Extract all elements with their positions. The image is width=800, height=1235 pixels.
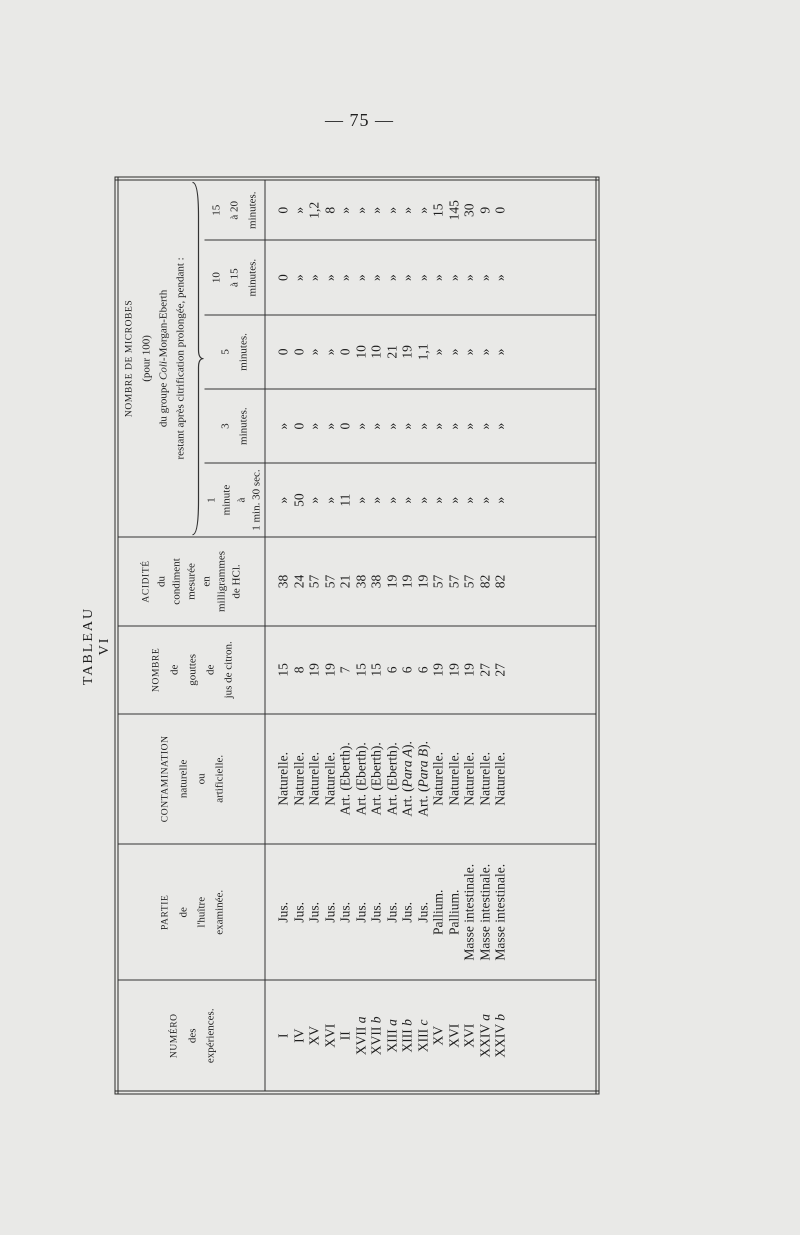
header-t1: 1 minute à 1 min. 30 sec.: [205, 463, 266, 537]
cell-contamination: Art. (Para A).: [399, 741, 415, 817]
cell-t1: »: [461, 496, 477, 504]
cell-numero: IV: [291, 1028, 306, 1043]
cell-contamination: Naturelle.: [461, 752, 477, 806]
cell-t4: »: [415, 274, 430, 282]
cell-t4: »: [461, 274, 477, 282]
cell-acidite: 57: [461, 574, 477, 589]
column-numero: [265, 980, 598, 1092]
cell-t2: »: [399, 422, 415, 430]
cell-gouttes: 6: [399, 666, 415, 674]
header-t3: 5 minutes.: [205, 315, 266, 389]
cell-t1: »: [368, 496, 384, 504]
cell-partie: Jus.: [291, 901, 306, 923]
cell-gouttes: 19: [446, 663, 461, 677]
header-t2: 3 minutes.: [205, 389, 266, 463]
header-microbes: NOMBRE DE MICROBES (pour 100) du groupe Coli-Morgan-Eberth restant après citrification prolongée, pendant :: [117, 179, 191, 537]
cell-partie: Jus.: [353, 901, 368, 923]
header-t5: 15 à 20 minutes.: [205, 179, 266, 241]
cell-t4: »: [477, 274, 492, 282]
cell-partie: Jus.: [275, 901, 291, 923]
column-gouttes: [265, 626, 598, 714]
cell-gouttes: 19: [306, 663, 322, 677]
cell-t2: »: [415, 422, 430, 430]
cell-numero: XVI: [461, 1023, 477, 1048]
cell-contamination: Naturelle.: [322, 752, 337, 806]
cell-acidite: 82: [477, 574, 492, 589]
cell-t4: »: [430, 274, 446, 282]
cell-t5: 15: [430, 203, 446, 217]
cell-t3: 1,1: [415, 343, 430, 361]
cell-t1: »: [275, 496, 291, 504]
cell-numero: XIII c: [415, 1019, 430, 1053]
cell-t2: »: [353, 422, 368, 430]
header-t4: 10 à 15 minutes.: [205, 241, 266, 315]
cell-partie: Jus.: [384, 901, 399, 923]
header-partie: PARTIE de l'huître examinée.: [117, 844, 266, 980]
cell-t2: »: [384, 422, 399, 430]
cell-contamination: Art. (Eberth).: [353, 742, 368, 816]
cell-partie: Pallium.: [430, 889, 446, 935]
cell-t4: »: [291, 274, 306, 282]
cell-t1: »: [477, 496, 492, 504]
cell-t3: »: [461, 348, 477, 356]
cell-acidite: 38: [353, 574, 368, 589]
cell-t4: »: [492, 274, 508, 282]
column-contamination: [265, 714, 598, 844]
cell-numero: XXIV b: [492, 1013, 508, 1058]
cell-t1: »: [353, 496, 368, 504]
cell-numero: XV: [306, 1026, 322, 1046]
cell-t3: 21: [384, 345, 399, 359]
brace-decoration: [191, 179, 205, 537]
cell-t2: »: [430, 422, 446, 430]
cell-t2: »: [322, 422, 337, 430]
cell-acidite: 19: [384, 574, 399, 589]
cell-t5: 9: [477, 206, 492, 214]
page-number: — 75 —: [325, 110, 394, 130]
cell-t1: 50: [291, 493, 306, 507]
cell-t1: 11: [337, 493, 353, 507]
cell-acidite: 38: [275, 574, 291, 589]
cell-t5: 30: [461, 203, 477, 217]
cell-contamination: Naturelle.: [477, 752, 492, 806]
cell-t5: 145: [446, 200, 461, 221]
cell-contamination: Art. (Eberth).: [337, 742, 353, 816]
cell-gouttes: 8: [291, 666, 306, 674]
cell-contamination: Naturelle.: [275, 752, 291, 806]
cell-contamination: Art. (Para B).: [415, 740, 430, 817]
cell-t5: 8: [322, 206, 337, 214]
cell-t2: »: [368, 422, 384, 430]
column-partie: [265, 844, 598, 980]
cell-contamination: Naturelle.: [446, 752, 461, 806]
cell-gouttes: 19: [322, 663, 337, 677]
header-acidite: ACIDITÉ du condiment mesurée en milligrammes de HCl.: [117, 537, 266, 626]
cell-gouttes: 27: [477, 663, 492, 677]
header-gouttes: NOMBRE de gouttes de jus de citron.: [117, 626, 266, 714]
cell-t5: »: [399, 206, 415, 214]
cell-numero: XXIV a: [477, 1013, 492, 1058]
cell-acidite: 19: [415, 574, 430, 589]
cell-gouttes: 6: [384, 666, 399, 674]
cell-acidite: 57: [322, 574, 337, 589]
column-t4: [265, 241, 598, 315]
cell-t1: »: [399, 496, 415, 504]
cell-t5: »: [368, 206, 384, 214]
cell-partie: Masse intestinale.: [461, 863, 477, 961]
cell-t3: »: [306, 348, 322, 356]
cell-t1: »: [430, 496, 446, 504]
cell-partie: Pallium.: [446, 889, 461, 935]
column-acidite: [265, 537, 598, 626]
cell-gouttes: 15: [275, 663, 291, 677]
cell-contamination: Art. (Eberth).: [384, 742, 399, 816]
cell-t2: »: [492, 422, 508, 430]
cell-t4: »: [446, 274, 461, 282]
cell-t1: »: [446, 496, 461, 504]
rotated-table-container: [115, 177, 600, 1095]
cell-acidite: 24: [291, 574, 306, 589]
cell-t2: »: [477, 422, 492, 430]
cell-acidite: 57: [446, 574, 461, 589]
cell-t3: »: [322, 348, 337, 356]
cell-t1: »: [492, 496, 508, 504]
cell-t5: 1,2: [306, 201, 322, 219]
cell-t3: 10: [353, 345, 368, 359]
cell-t3: 10: [368, 345, 384, 359]
cell-t3: 19: [399, 345, 415, 359]
cell-numero: XIII b: [399, 1019, 415, 1053]
cell-t4: »: [337, 274, 353, 282]
cell-t5: »: [291, 206, 306, 214]
column-t5: [265, 179, 598, 241]
cell-t1: »: [306, 496, 322, 504]
cell-t2: 0: [337, 422, 353, 430]
cell-partie: Masse intestinale.: [492, 863, 508, 961]
column-t1: [265, 463, 598, 537]
table-title: TABLEAU VI: [81, 606, 112, 686]
cell-numero: XIII a: [384, 1019, 399, 1053]
cell-gouttes: 19: [461, 663, 477, 677]
cell-t3: »: [492, 348, 508, 356]
cell-t1: »: [322, 496, 337, 504]
cell-t2: »: [461, 422, 477, 430]
cell-t1: »: [384, 496, 399, 504]
cell-acidite: 38: [368, 574, 384, 589]
header-numero: NUMÉRO des expériences.: [117, 980, 266, 1092]
cell-t4: »: [384, 274, 399, 282]
cell-partie: Jus.: [337, 901, 353, 923]
cell-contamination: Naturelle.: [430, 752, 446, 806]
cell-numero: XVI: [322, 1023, 337, 1048]
cell-numero: XV: [430, 1026, 446, 1046]
cell-t3: 0: [337, 348, 353, 356]
cell-gouttes: 19: [430, 663, 446, 677]
cell-acidite: 19: [399, 574, 415, 589]
cell-t3: »: [477, 348, 492, 356]
cell-numero: II: [337, 1031, 353, 1041]
cell-numero: XVII a: [353, 1016, 368, 1056]
cell-t4: »: [306, 274, 322, 282]
cell-t4: »: [322, 274, 337, 282]
cell-t4: »: [399, 274, 415, 282]
cell-t4: »: [368, 274, 384, 282]
cell-t4: 0: [275, 274, 291, 282]
cell-contamination: Naturelle.: [492, 752, 508, 806]
cell-t5: 0: [492, 206, 508, 214]
cell-partie: Jus.: [415, 901, 430, 923]
cell-gouttes: 6: [415, 666, 430, 674]
cell-t2: »: [306, 422, 322, 430]
cell-contamination: Art. (Eberth).: [368, 742, 384, 816]
cell-gouttes: 15: [353, 663, 368, 677]
cell-partie: Masse intestinale.: [477, 863, 492, 961]
cell-t5: »: [353, 206, 368, 214]
cell-numero: XVII b: [368, 1016, 384, 1056]
cell-partie: Jus.: [322, 901, 337, 923]
cell-t3: 0: [291, 348, 306, 356]
cell-acidite: 82: [492, 574, 508, 589]
cell-t2: 0: [291, 422, 306, 430]
cell-acidite: 57: [430, 574, 446, 589]
cell-acidite: 21: [337, 574, 353, 589]
cell-gouttes: 15: [368, 663, 384, 677]
cell-t3: »: [430, 348, 446, 356]
cell-contamination: Naturelle.: [306, 752, 322, 806]
cell-contamination: Naturelle.: [291, 752, 306, 806]
cell-numero: XVI: [446, 1023, 461, 1048]
data-table: [115, 177, 600, 1095]
cell-t3: 0: [275, 348, 291, 356]
cell-partie: Jus.: [368, 901, 384, 923]
cell-t1: »: [415, 496, 430, 504]
cell-partie: Jus.: [399, 901, 415, 923]
cell-t3: »: [446, 348, 461, 356]
cell-acidite: 57: [306, 574, 322, 589]
column-t2: [265, 389, 598, 463]
cell-gouttes: 7: [337, 666, 353, 674]
column-t3: [265, 315, 598, 389]
cell-t2: »: [446, 422, 461, 430]
cell-t5: »: [384, 206, 399, 214]
cell-t4: »: [353, 274, 368, 282]
cell-gouttes: 27: [492, 663, 508, 677]
cell-numero: I: [275, 1033, 291, 1038]
header-contamination: CONTAMINATION naturelle ou artificielle.: [117, 714, 266, 844]
cell-t5: »: [415, 206, 430, 214]
cell-t2: »: [275, 422, 291, 430]
cell-partie: Jus.: [306, 901, 322, 923]
cell-t5: 0: [275, 206, 291, 214]
cell-t5: »: [337, 206, 353, 214]
